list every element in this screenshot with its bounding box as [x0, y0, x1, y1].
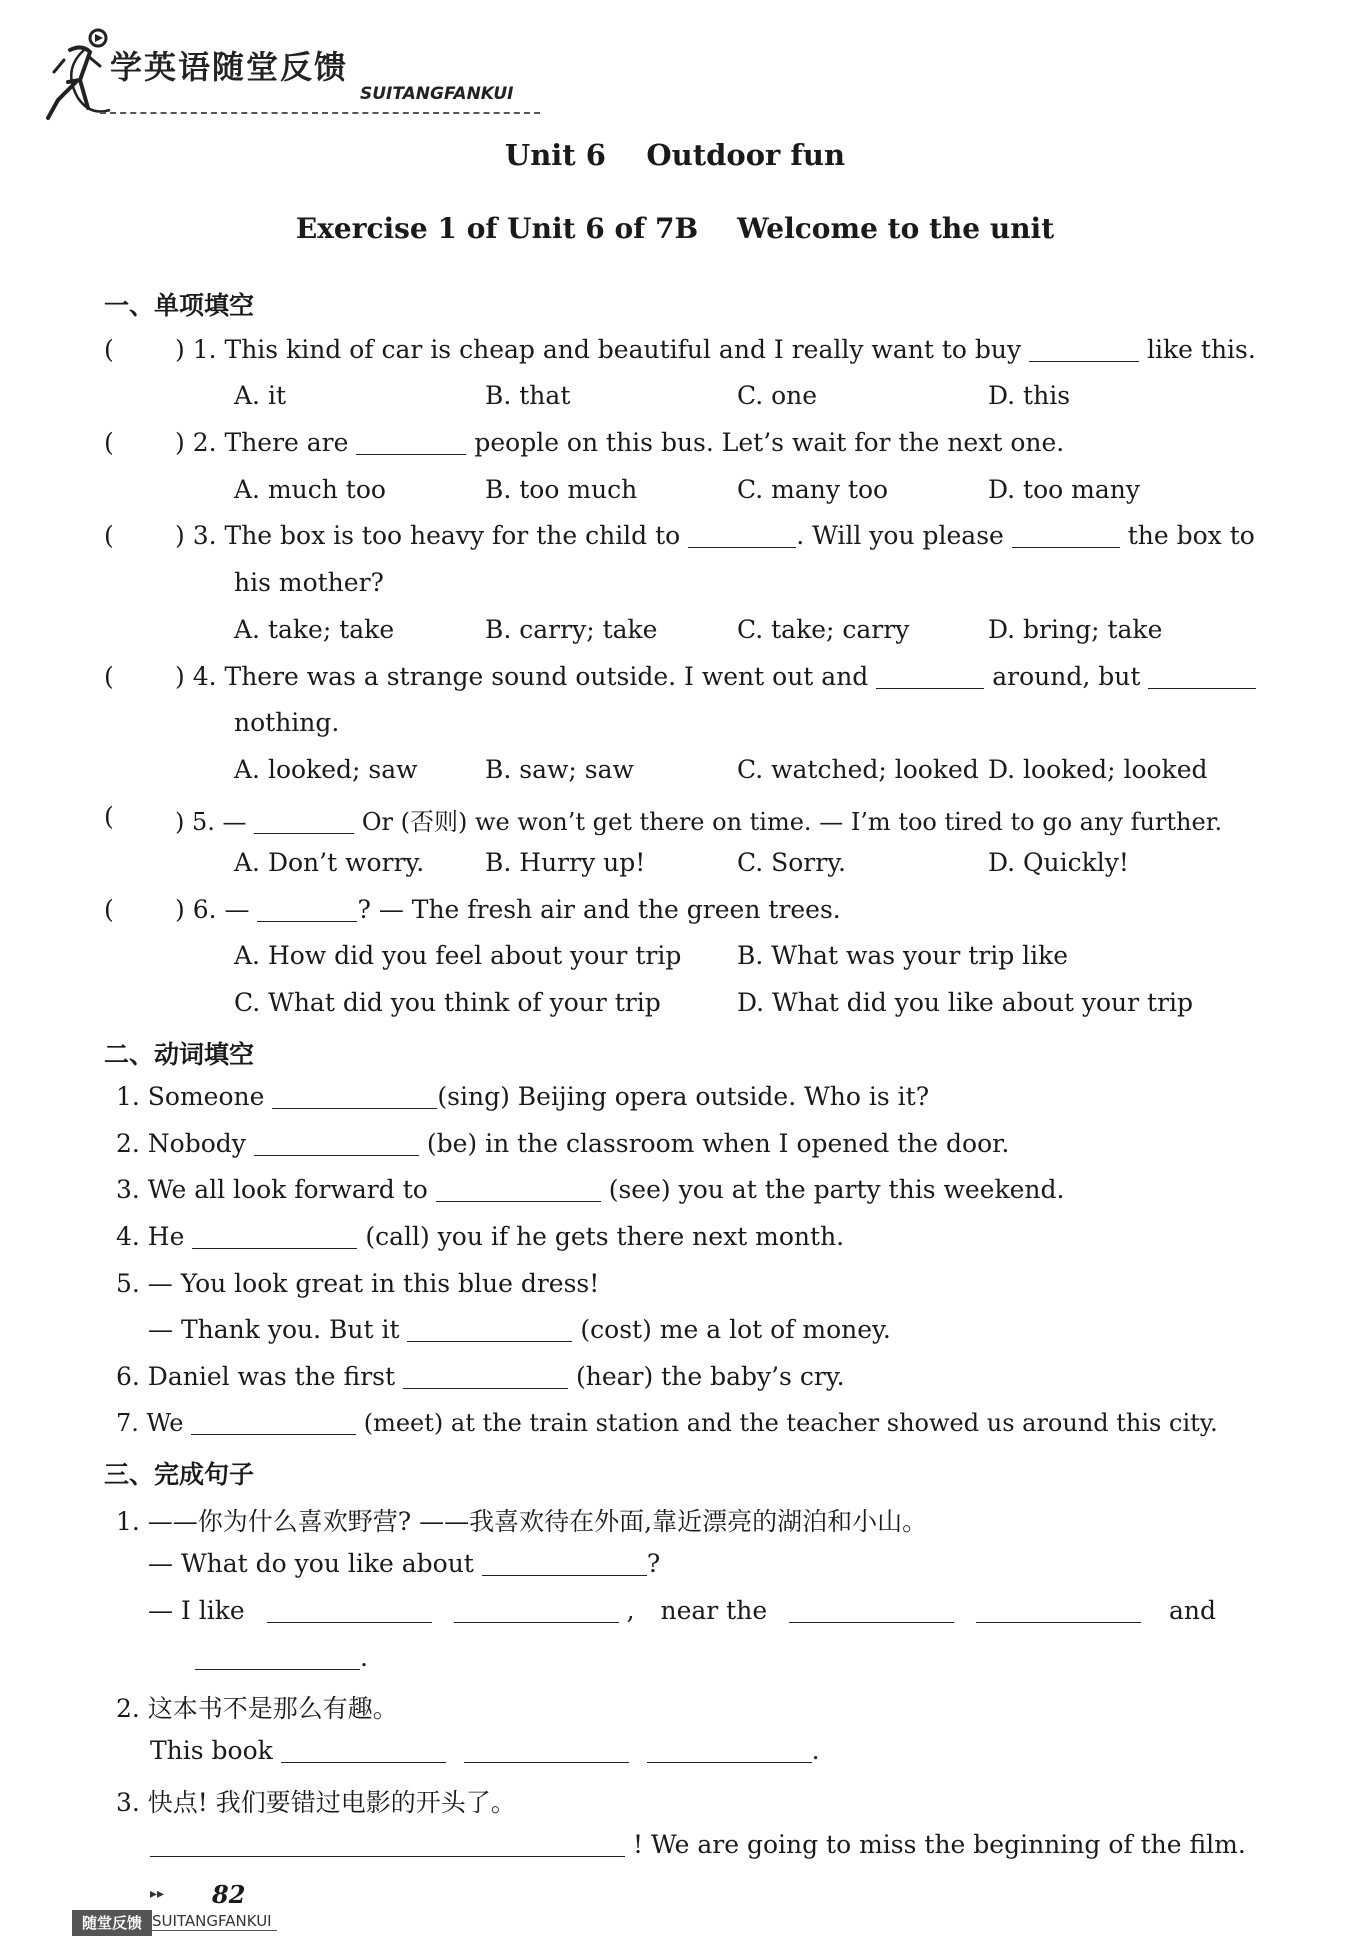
option-b: B. saw; saw	[485, 755, 634, 784]
answer-paren: (	[104, 428, 114, 457]
question-text: —	[222, 808, 247, 836]
section-heading-1: 一、单项填空	[104, 291, 255, 320]
header-divider	[100, 112, 540, 114]
section-heading-2: 二、动词填空	[104, 1040, 255, 1069]
question-text: — What do you like about	[148, 1549, 474, 1578]
answer-blank[interactable]	[150, 1831, 625, 1857]
answer-blank[interactable]	[454, 1597, 619, 1623]
option-c: C. What did you think of your trip	[234, 988, 661, 1017]
option-b: B. too much	[485, 475, 638, 504]
answer-blank[interactable]	[876, 663, 984, 689]
question-3	[175, 521, 1255, 550]
question-number: ) 4.	[175, 662, 217, 691]
question-text: (cost) me a lot of money.	[580, 1315, 891, 1344]
logo-title: 学英语随堂反馈	[110, 48, 349, 86]
option-c: C. watched; looked	[737, 755, 979, 784]
option-b: B. What was your trip like	[737, 941, 1069, 970]
question-number: ) 1.	[175, 335, 217, 364]
answer-blank[interactable]	[195, 1644, 360, 1670]
answer-blank[interactable]	[789, 1597, 954, 1623]
answer-blank[interactable]	[257, 896, 357, 922]
translate-2-chinese: 2. 这本书不是那么有趣。	[116, 1694, 398, 1723]
question-text: and	[1168, 1596, 1216, 1625]
translate-1-line-c	[195, 1643, 368, 1672]
question-text: near the	[660, 1596, 768, 1625]
question-text: the box to	[1127, 521, 1255, 550]
question-text: 7. We	[116, 1409, 184, 1437]
answer-paren: (	[104, 335, 114, 364]
translate-2-english	[150, 1736, 820, 1765]
verb-question-5a: 5. — You look great in this blue dress!	[116, 1269, 600, 1298]
question-text: (call) you if he gets there next month.	[365, 1222, 845, 1251]
logo-subtitle: SUITANGFANKUI	[360, 84, 514, 104]
answer-blank[interactable]	[436, 1176, 601, 1202]
question-text: ,	[626, 1596, 635, 1625]
option-c: C. one	[737, 381, 818, 410]
footer-badge: 随堂反馈	[72, 1910, 152, 1936]
option-a: A. take; take	[234, 615, 395, 644]
answer-blank[interactable]	[688, 522, 796, 548]
answer-blank[interactable]	[1148, 663, 1256, 689]
answer-paren: (	[104, 802, 114, 831]
question-2	[175, 428, 1064, 457]
question-text: (sing) Beijing opera outside. Who is it?	[437, 1082, 930, 1111]
option-c: C. take; carry	[737, 615, 910, 644]
option-b: B. carry; take	[485, 615, 658, 644]
answer-blank[interactable]	[254, 809, 354, 834]
answer-paren: (	[104, 521, 114, 550]
question-text: people on this bus. Let’s wait for the next one.	[474, 428, 1065, 457]
page-number: 82	[212, 1880, 246, 1909]
answer-blank[interactable]	[356, 429, 466, 455]
question-text: — I like	[148, 1596, 245, 1625]
question-number: ) 6.	[175, 895, 217, 924]
translate-1-line-b	[148, 1596, 1216, 1625]
option-d: D. this	[988, 381, 1071, 410]
question-text: — Thank you. But it	[148, 1315, 400, 1344]
question-text: ? — The fresh air and the green trees.	[357, 895, 841, 924]
option-c: C. Sorry.	[737, 848, 846, 877]
option-a: A. looked; saw	[234, 755, 418, 784]
verb-question-5b	[148, 1315, 891, 1344]
question-text: ! We are going to miss the beginning of the film.	[632, 1830, 1246, 1859]
answer-paren: (	[104, 895, 114, 924]
exercise-title: Exercise 1 of Unit 6 of 7B Welcome to the unit	[295, 212, 1055, 245]
translate-1-chinese: 1. ——你为什么喜欢野营? ——我喜欢待在外面,靠近漂亮的湖泊和小山。	[116, 1507, 928, 1536]
answer-blank[interactable]	[254, 1130, 419, 1156]
question-text: (meet) at the train station and the teacher showed us around this city.	[363, 1409, 1218, 1437]
option-b: B. that	[485, 381, 571, 410]
option-a: A. Don’t worry.	[234, 848, 425, 877]
answer-blank[interactable]	[976, 1597, 1141, 1623]
verb-question-3	[116, 1175, 1064, 1204]
footer-divider	[152, 1930, 277, 1931]
question-text: .	[360, 1643, 368, 1672]
verb-question-7	[116, 1409, 1218, 1437]
verb-question-1	[116, 1082, 929, 1111]
question-text: The box is too heavy for the child to	[224, 521, 681, 550]
question-text: (hear) the baby’s cry.	[575, 1362, 845, 1391]
question-3-continued: his mother?	[234, 568, 384, 597]
question-text: This book	[150, 1736, 273, 1765]
unit-title: Unit 6 Outdoor fun	[504, 138, 846, 172]
question-text: .	[811, 1736, 820, 1765]
answer-blank[interactable]	[482, 1550, 647, 1576]
footer-subtitle: SUITANGFANKUI	[152, 1912, 272, 1930]
option-c: C. many too	[737, 475, 889, 504]
option-d: D. Quickly!	[988, 848, 1129, 877]
translate-3-chinese: 3. 快点! 我们要错过电影的开头了。	[116, 1788, 516, 1817]
option-d: D. looked; looked	[988, 755, 1208, 784]
question-text: 6. Daniel was the first	[116, 1362, 396, 1391]
question-5	[175, 802, 1222, 837]
question-text: around, but	[992, 662, 1141, 691]
section-heading-3: 三、完成句子	[104, 1460, 255, 1489]
answer-blank[interactable]	[191, 1410, 356, 1435]
answer-blank[interactable]	[464, 1737, 629, 1763]
answer-blank[interactable]	[267, 1597, 432, 1623]
answer-blank[interactable]	[407, 1316, 572, 1342]
answer-blank[interactable]	[192, 1223, 357, 1249]
option-d: D. bring; take	[988, 615, 1163, 644]
answer-blank[interactable]	[647, 1737, 812, 1763]
question-text: Or (否则) we won’t get there on time. — I’m too tired to go any further.	[361, 808, 1223, 836]
question-text: 4. He	[116, 1222, 185, 1251]
question-text: This kind of car is cheap and beautiful and I really want to buy	[224, 335, 1022, 364]
question-number: ) 2.	[175, 428, 217, 457]
question-4	[175, 662, 1256, 691]
question-text: 2. Nobody	[116, 1129, 246, 1158]
question-text: There are	[224, 428, 349, 457]
answer-blank[interactable]	[281, 1737, 446, 1763]
option-a: A. much too	[234, 475, 386, 504]
option-a: A. How did you feel about your trip	[234, 941, 682, 970]
question-text: 3. We all look forward to	[116, 1175, 428, 1204]
question-text: like this.	[1147, 335, 1256, 364]
question-text: . Will you please	[796, 521, 1004, 550]
question-text: 1. Someone	[116, 1082, 265, 1111]
option-d: D. too many	[988, 475, 1140, 504]
question-4-continued: nothing.	[234, 708, 340, 737]
verb-question-2	[116, 1129, 1009, 1158]
question-text: (be) in the classroom when I opened the door.	[426, 1129, 1010, 1158]
answer-blank[interactable]	[403, 1363, 568, 1389]
translate-1-line-a	[148, 1549, 660, 1578]
verb-question-6	[116, 1362, 845, 1391]
answer-paren: (	[104, 662, 114, 691]
question-text: ?	[646, 1549, 661, 1578]
option-b: B. Hurry up!	[485, 848, 646, 877]
answer-blank[interactable]	[1012, 522, 1120, 548]
question-number: ) 3.	[175, 521, 217, 550]
question-1	[175, 335, 1256, 364]
footer-arrows-icon: ▸▸	[150, 1886, 165, 1902]
verb-question-4	[116, 1222, 844, 1251]
answer-blank[interactable]	[272, 1083, 437, 1109]
question-text: There was a strange sound outside. I went out and	[224, 662, 869, 691]
translate-3-english	[150, 1830, 1246, 1859]
question-number: ) 5.	[175, 808, 215, 836]
question-text: —	[224, 895, 250, 924]
option-a: A. it	[234, 381, 286, 410]
option-d: D. What did you like about your trip	[737, 988, 1194, 1017]
answer-blank[interactable]	[1029, 336, 1139, 362]
question-text: (see) you at the party this weekend.	[608, 1175, 1065, 1204]
question-6	[175, 895, 841, 924]
